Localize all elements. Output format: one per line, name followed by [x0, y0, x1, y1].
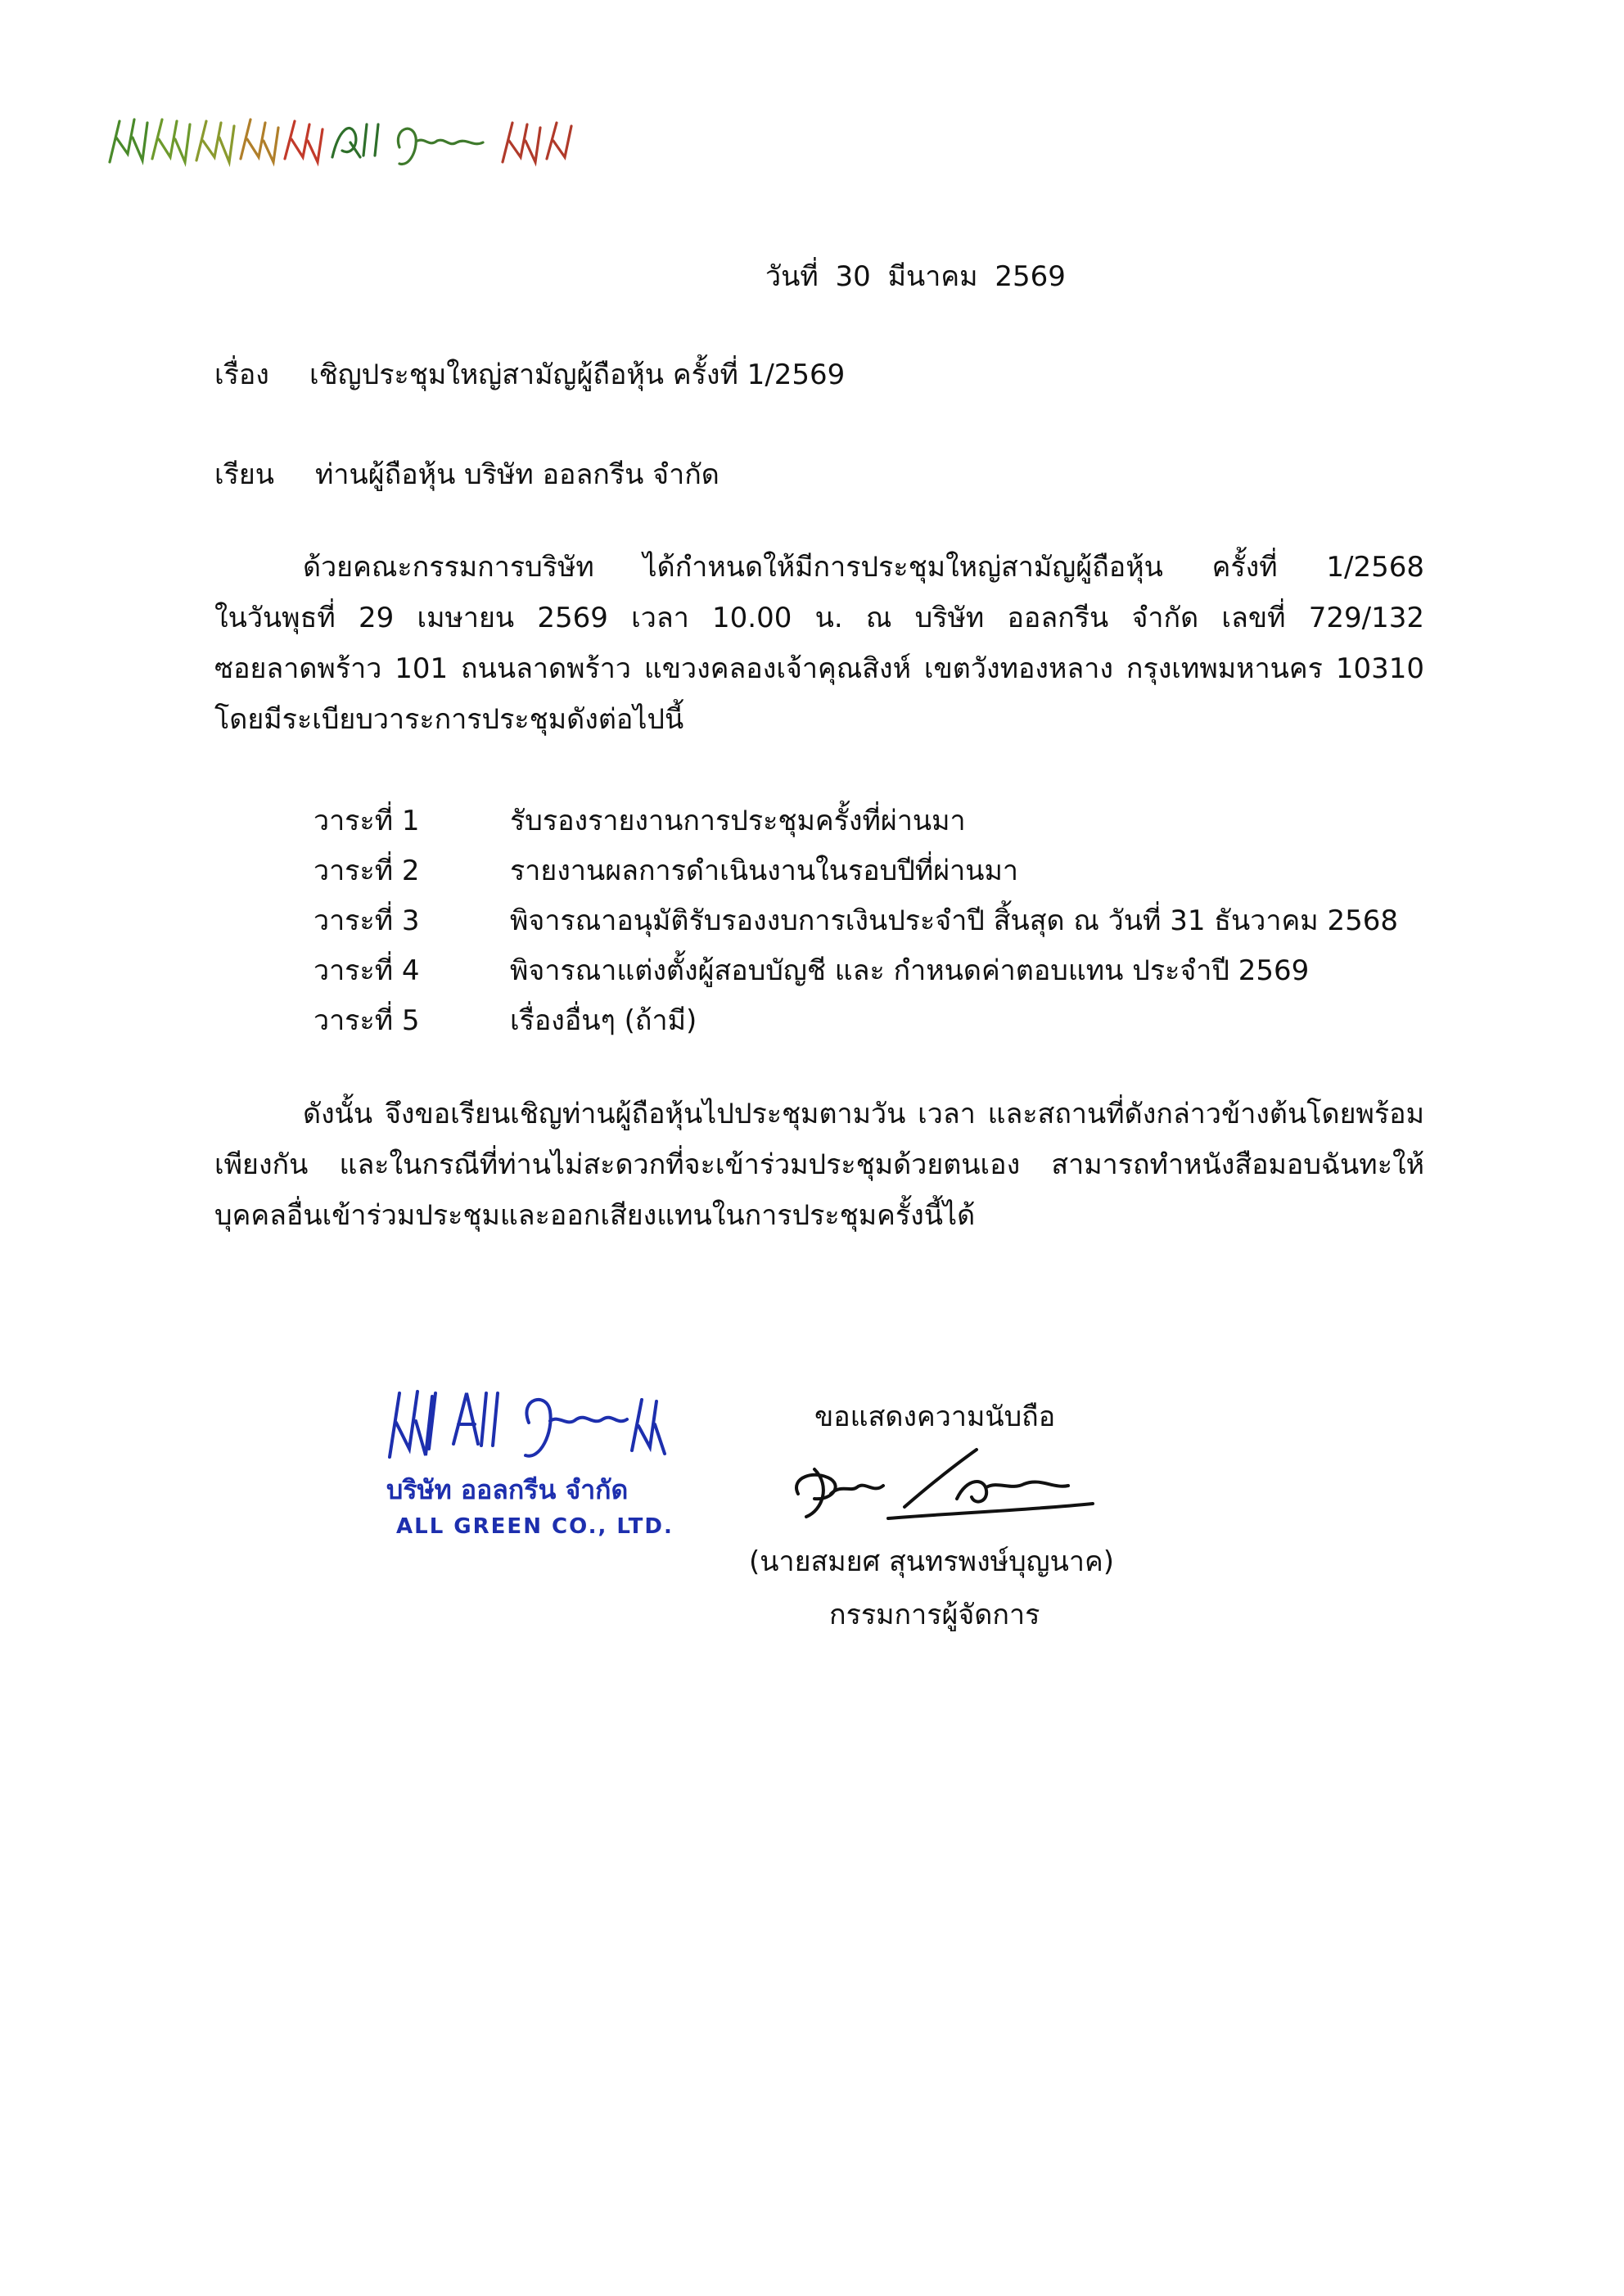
agenda-text: เรื่องอื่นๆ (ถ้ามี) [510, 1004, 697, 1037]
letterhead-logo [105, 105, 580, 172]
stamp-signature-mark [378, 1375, 673, 1465]
agenda-text: รับรองรายงานการประชุมครั้งที่ผ่านมา [510, 805, 966, 837]
intro-paragraph [214, 542, 1424, 745]
agenda-number: วาระที่ 4 [314, 954, 420, 987]
signer-name: (นายสมยศ สุนทรพงษ์บุญนาค) [749, 1545, 1114, 1578]
recipient-text: ท่านผู้ถือหุ้น บริษัท ออลกรีน จำกัด [315, 458, 720, 491]
intro-line: ในวันพุธที่ 29 เมษายน 2569 เวลา 10.00 น. ณ บริษัท ออลกรีน จำกัด เลขที่ 729/132 [214, 602, 1424, 634]
agenda-text: พิจารณาอนุมัติรับรองงบการเงินประจำปี สิ้นสุด ณ วันที่ 31 ธันวาคม 2568 [510, 904, 1398, 937]
letter-date: วันที่ 30 มีนาคม 2569 [765, 260, 1066, 293]
intro-line: ซอยลาดพร้าว 101 ถนนลาดพร้าว แขวงคลองเจ้าคุณสิงห์ เขตวังทองหลาง กรุงเทพมหานคร 10310 [214, 652, 1424, 685]
agenda-number: วาระที่ 2 [314, 855, 420, 887]
closing-line: ดังนั้น จึงขอเรียนเชิญท่านผู้ถือหุ้นไปประชุมตามวัน เวลา และสถานที่ดังกล่าวข้างต้นโดยพร้อม [303, 1098, 1424, 1130]
subject-text: เชิญประชุมใหญ่สามัญผู้ถือหุ้น ครั้งที่ 1/2569 [309, 359, 846, 391]
company-stamp [378, 1375, 673, 1572]
closing-line: เพียงกัน และในกรณีที่ท่านไม่สะดวกที่จะเข้าร่วมประชุมด้วยตนเอง สามารถทำหนังสือมอบฉันทะให้ [214, 1148, 1424, 1181]
signature [782, 1445, 1101, 1535]
agenda-number: วาระที่ 3 [314, 904, 420, 937]
signer-title: กรรมการผู้จัดการ [829, 1599, 1040, 1631]
subject-label: เรื่อง [214, 359, 269, 391]
stamp-company-name-th: บริษัท ออลกรีน จำกัด [386, 1474, 629, 1505]
agenda-text: พิจารณาแต่งตั้งผู้สอบบัญชี และ กำหนดค่าตอบแทน ประจำปี 2569 [510, 954, 1310, 987]
closing-regards: ขอแสดงความนับถือ [814, 1401, 1056, 1433]
agenda-number: วาระที่ 5 [314, 1004, 420, 1037]
stamp-company-name-en: ALL GREEN CO., LTD. [396, 1514, 674, 1539]
intro-line: โดยมีระเบียบวาระการประชุมดังต่อไปนี้ [214, 703, 684, 736]
intro-line: ด้วยคณะกรรมการบริษัท ได้กำหนดให้มีการประชุมใหญ่สามัญผู้ถือหุ้น ครั้งที่ 1/2568 [303, 551, 1424, 584]
closing-paragraph [214, 1089, 1424, 1241]
agenda-number: วาระที่ 1 [314, 805, 420, 837]
agenda-text: รายงานผลการดำเนินงานในรอบปีที่ผ่านมา [510, 855, 1018, 887]
recipient-label: เรียน [214, 458, 275, 491]
closing-line: บุคคลอื่นเข้าร่วมประชุมและออกเสียงแทนในการประชุมครั้งนี้ได้ [214, 1199, 976, 1232]
